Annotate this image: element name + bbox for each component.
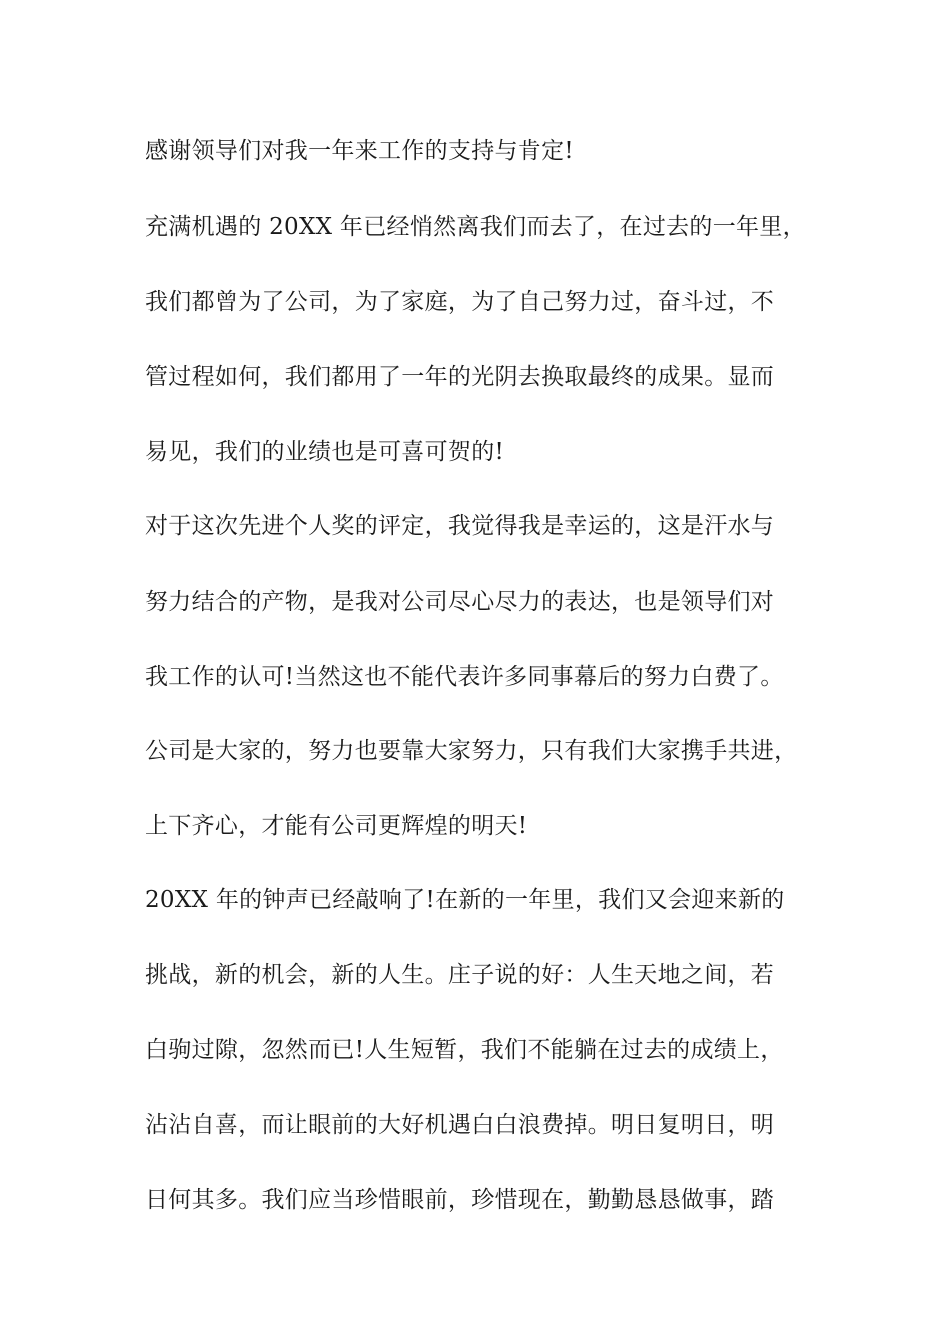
- text-line: 公司是大家的，努力也要靠大家努力，只有我们大家携手共进，: [145, 738, 798, 764]
- text-line: 管过程如何，我们都用了一年的光阴去换取最终的成果。显而: [145, 364, 775, 390]
- text-line: 我们都曾为了公司，为了家庭，为了自己努力过，奋斗过，不: [145, 289, 775, 315]
- text-line: 挑战，新的机会，新的人生。庄子说的好：人生天地之间，若: [145, 962, 775, 988]
- text-line: 感谢领导们对我一年来工作的支持与肯定!: [145, 138, 574, 164]
- text-line: 充满机遇的 20XX 年已经悄然离我们而去了，在过去的一年里，: [145, 214, 806, 240]
- text-line: 白驹过隙，忽然而已!人生短暂，我们不能躺在过去的成绩上，: [145, 1037, 784, 1063]
- text-line: 上下齐心，才能有公司更辉煌的明天!: [145, 813, 528, 839]
- text-line: 易见，我们的业绩也是可喜可贺的!: [145, 439, 505, 465]
- text-line: 日何其多。我们应当珍惜眼前，珍惜现在，勤勤恳恳做事，踏: [145, 1187, 775, 1213]
- text-line: 对于这次先进个人奖的评定，我觉得我是幸运的，这是汗水与: [145, 513, 775, 539]
- text-line: 努力结合的产物，是我对公司尽心尽力的表达，也是领导们对: [145, 589, 775, 615]
- text-line: 沾沾自喜，而让眼前的大好机遇白白浪费掉。明日复明日，明: [145, 1112, 775, 1138]
- text-line: 20XX 年的钟声已经敲响了!在新的一年里，我们又会迎来新的: [145, 887, 785, 913]
- text-line: 我工作的认可!当然这也不能代表许多同事幕后的努力白费了。: [145, 664, 784, 690]
